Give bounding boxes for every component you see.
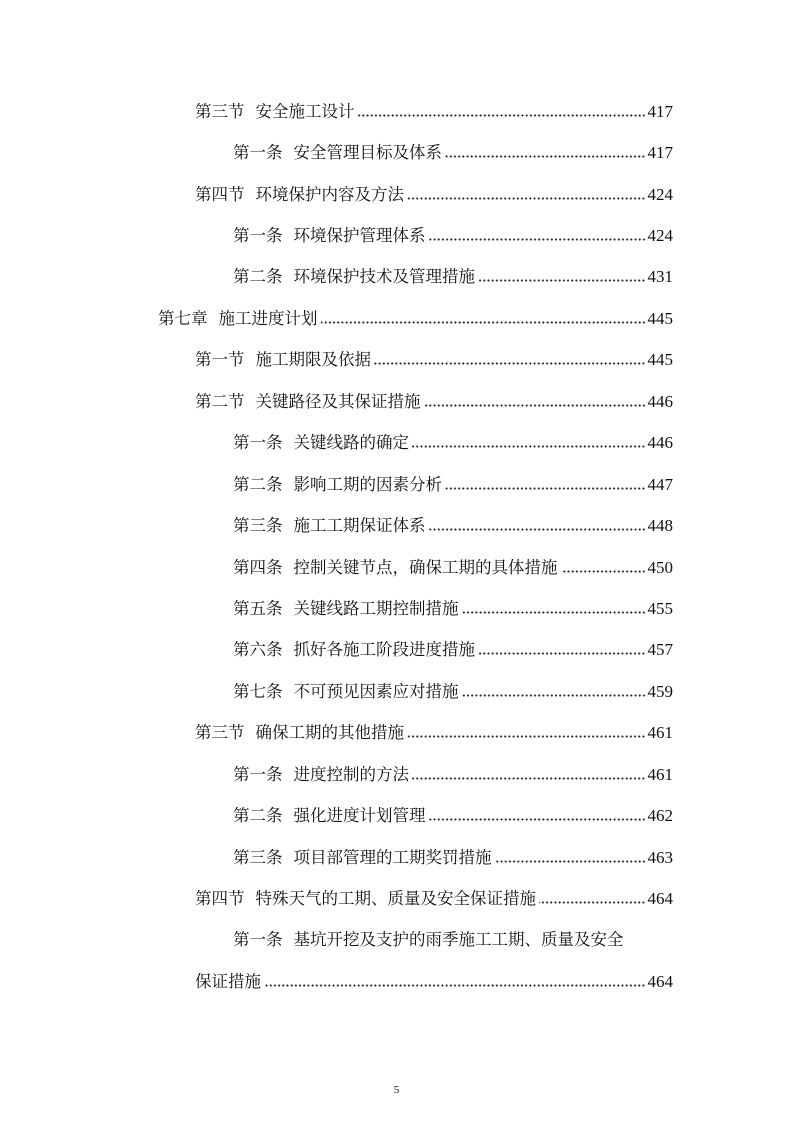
toc-entry-title-continued: 保证措施	[195, 971, 261, 991]
toc-entry-prefix: 第一条	[233, 930, 283, 950]
toc-entry-prefix: 第三条	[233, 847, 283, 867]
toc-entry-title: 影响工期的因素分析	[293, 474, 442, 494]
toc-entry-page: 461	[647, 764, 673, 784]
toc-entry[interactable]	[0, 835, 793, 876]
toc-entry-title: 施工进度计划	[218, 308, 318, 328]
toc-entry-page: 446	[647, 391, 673, 411]
dot-leader	[478, 652, 646, 655]
toc-entry-title: 不可预见因素应对措施	[293, 681, 459, 701]
dot-leader	[412, 445, 646, 448]
toc-entry[interactable]	[0, 296, 793, 337]
toc-entry[interactable]	[0, 711, 793, 752]
toc-entry-title: 环境保护管理体系	[293, 226, 426, 246]
dot-leader	[561, 570, 646, 573]
toc-entry[interactable]	[0, 89, 793, 130]
toc-entry[interactable]	[0, 462, 793, 503]
toc-entry[interactable]	[0, 421, 793, 462]
dot-leader	[321, 321, 646, 324]
toc-entry-title: 施工期限及依据	[255, 350, 371, 370]
toc-entry-prefix: 第四节	[195, 889, 245, 909]
toc-entry-page: 463	[647, 847, 673, 867]
dot-leader	[374, 362, 646, 365]
toc-entry[interactable]	[0, 172, 793, 213]
dot-leader	[539, 901, 646, 904]
dot-leader	[445, 155, 646, 158]
toc-entry[interactable]	[0, 628, 793, 669]
toc-entry-title: 抓好各施工阶段进度措施	[293, 640, 475, 660]
toc-entry-prefix: 第二条	[233, 267, 283, 287]
toc-entry-page: 446	[647, 433, 673, 453]
toc-entry-prefix: 第七条	[233, 681, 283, 701]
toc-entry-prefix: 第一条	[233, 143, 283, 163]
toc-entry-page: 445	[647, 308, 673, 328]
toc-entry-page: 431	[647, 267, 673, 287]
toc-entry-page: 448	[647, 516, 673, 536]
dot-leader	[412, 777, 646, 780]
toc-entry-prefix: 第一节	[195, 350, 245, 370]
dot-leader	[429, 528, 646, 531]
toc-entry-wrapped-line1[interactable]	[0, 918, 793, 959]
toc-entry-page: 459	[647, 681, 673, 701]
toc-entry-prefix: 第三节	[195, 723, 245, 743]
toc-entry-prefix: 第二条	[233, 474, 283, 494]
toc-entry-page: 457	[647, 640, 673, 660]
toc-entry-title: 关键线路工期控制措施	[293, 598, 459, 618]
dot-leader	[424, 404, 646, 407]
toc-entry-prefix: 第三条	[233, 516, 283, 536]
toc-entry-page: 424	[647, 226, 673, 246]
toc-entry-prefix: 第一条	[233, 226, 283, 246]
toc-entry-prefix: 第二节	[195, 391, 245, 411]
toc-entry-title: 安全管理目标及体系	[293, 143, 442, 163]
toc-entry-page: 417	[647, 143, 673, 163]
toc-entry-page: 445	[647, 350, 673, 370]
toc-entry-title: 确保工期的其他措施	[255, 723, 404, 743]
toc-entry-page: 464	[647, 971, 673, 991]
dot-leader	[478, 279, 646, 282]
toc-entry-page: 424	[647, 184, 673, 204]
toc-entry-title: 环境保护技术及管理措施	[293, 267, 475, 287]
toc-entry[interactable]	[0, 876, 793, 917]
toc-entry-prefix: 第四条	[233, 557, 283, 577]
toc-entry-prefix: 第六条	[233, 640, 283, 660]
dot-leader	[407, 735, 646, 738]
table-of-contents	[0, 89, 793, 1001]
toc-entry[interactable]	[0, 545, 793, 586]
toc-entry[interactable]	[0, 130, 793, 171]
toc-entry-page: 464	[647, 889, 673, 909]
toc-entry-prefix: 第五条	[233, 598, 283, 618]
dot-leader	[462, 694, 646, 697]
toc-entry[interactable]	[0, 213, 793, 254]
toc-entry-page: 450	[647, 557, 673, 577]
dot-leader	[462, 611, 646, 614]
toc-entry-prefix: 第四节	[195, 184, 245, 204]
toc-entry-title: 环境保护内容及方法	[255, 184, 404, 204]
toc-entry[interactable]	[0, 669, 793, 710]
dot-leader	[429, 238, 646, 241]
toc-entry-page: 461	[647, 723, 673, 743]
toc-entry-wrapped-line2[interactable]	[0, 959, 793, 1000]
toc-entry[interactable]	[0, 338, 793, 379]
toc-entry-title: 进度控制的方法	[293, 764, 409, 784]
toc-entry-prefix: 第二条	[233, 806, 283, 826]
toc-entry-title: 关键路径及其保证措施	[255, 391, 421, 411]
toc-entry-page: 447	[647, 474, 673, 494]
toc-entry[interactable]	[0, 379, 793, 420]
toc-entry-page: 455	[647, 598, 673, 618]
toc-entry-prefix: 第三节	[195, 101, 245, 121]
toc-entry-prefix: 第一条	[233, 764, 283, 784]
toc-entry-title: 安全施工设计	[255, 101, 355, 121]
toc-entry-prefix: 第一条	[233, 433, 283, 453]
toc-entry[interactable]	[0, 255, 793, 296]
toc-entry-title: 施工工期保证体系	[293, 516, 426, 536]
toc-entry-title: 特殊天气的工期、质量及安全保证措施	[255, 889, 536, 909]
toc-entry-title: 强化进度计划管理	[293, 806, 426, 826]
toc-entry[interactable]	[0, 586, 793, 627]
toc-entry-page: 462	[647, 806, 673, 826]
toc-entry-title: 项目部管理的工期奖罚措施	[293, 847, 492, 867]
dot-leader	[495, 860, 646, 863]
toc-entry-title: 关键线路的确定	[293, 433, 409, 453]
toc-entry[interactable]	[0, 752, 793, 793]
toc-entry-prefix: 第七章	[158, 308, 208, 328]
toc-entry-title: 控制关键节点，确保工期的具体措施	[293, 557, 558, 577]
toc-entry[interactable]	[0, 503, 793, 544]
dot-leader	[407, 197, 646, 200]
toc-entry-title: 基坑开挖及支护的雨季施工工期、质量及安全	[293, 930, 624, 950]
toc-entry[interactable]	[0, 793, 793, 834]
dot-leader	[429, 818, 646, 821]
dot-leader	[264, 984, 646, 987]
toc-entry-page: 417	[647, 101, 673, 121]
dot-leader	[445, 487, 646, 490]
dot-leader	[358, 114, 646, 117]
page-number: 5	[393, 1084, 400, 1096]
